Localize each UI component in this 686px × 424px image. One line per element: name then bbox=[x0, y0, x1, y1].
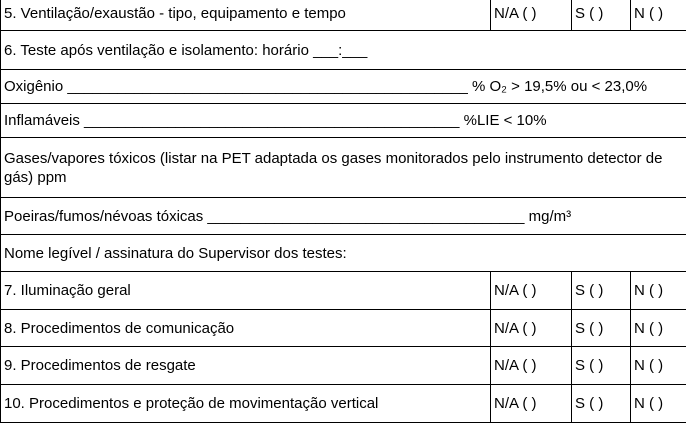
row-8-n-option[interactable]: N ( ) bbox=[631, 310, 686, 347]
row-6-label: 6. Teste após ventilação e isolamento: horário ___:___ bbox=[1, 31, 686, 70]
row-flammable bbox=[1, 104, 686, 138]
row-9-s-option[interactable]: S ( ) bbox=[572, 347, 631, 385]
row-7-n-option[interactable]: N ( ) bbox=[631, 272, 686, 310]
oxygen-label: Oxigênio ________________________________________________ bbox=[4, 78, 468, 95]
row-5-n-option[interactable]: N ( ) bbox=[631, 0, 686, 31]
row-oxygen bbox=[1, 70, 686, 104]
row-5-s-option[interactable]: S ( ) bbox=[572, 0, 631, 31]
row-supervisor bbox=[1, 235, 686, 272]
row-7-s-option[interactable]: S ( ) bbox=[572, 272, 631, 310]
toxic-gases-label: Gases/vapores tóxicos (listar na PET adaptada os gases monitorados pelo instrumento detector de gás) ppm bbox=[1, 138, 686, 198]
row-9-label: 9. Procedimentos de resgate bbox=[1, 347, 491, 385]
flammable-label: Inflamáveis _____________________________________________ bbox=[4, 112, 460, 129]
row-toxic-gases bbox=[1, 138, 686, 198]
dust-unit: mg/m³ bbox=[528, 207, 572, 225]
row-10-label: 10. Procedimentos e proteção de movimentação vertical bbox=[1, 385, 491, 423]
row-10-na-option[interactable]: N/A ( ) bbox=[491, 385, 572, 423]
row-8-label: 8. Procedimentos de comunicação bbox=[1, 310, 491, 347]
row-9-na-option[interactable]: N/A ( ) bbox=[491, 347, 572, 385]
oxygen-cell bbox=[1, 70, 686, 104]
row-5-ventilation bbox=[1, 0, 686, 31]
supervisor-label: Nome legível / assinatura do Supervisor dos testes: bbox=[1, 235, 686, 272]
row-7-lighting bbox=[1, 272, 686, 310]
row-9-rescue bbox=[1, 347, 686, 385]
row-10-vertical bbox=[1, 385, 686, 423]
row-10-s-option[interactable]: S ( ) bbox=[572, 385, 631, 423]
row-8-s-option[interactable]: S ( ) bbox=[572, 310, 631, 347]
row-5-label: 5. Ventilação/exaustão - tipo, equipamento e tempo bbox=[1, 0, 491, 31]
row-8-communication bbox=[1, 310, 686, 347]
dust-label: Poeiras/fumos/névoas tóxicas ______________________________________ bbox=[4, 207, 525, 225]
row-9-n-option[interactable]: N ( ) bbox=[631, 347, 686, 385]
oxygen-limit: % O₂ > 19,5% ou < 23,0% bbox=[471, 78, 648, 95]
row-10-n-option[interactable]: N ( ) bbox=[631, 385, 686, 423]
row-7-label: 7. Iluminação geral bbox=[1, 272, 491, 310]
row-5-na-option[interactable]: N/A ( ) bbox=[491, 0, 572, 31]
dust-cell bbox=[1, 198, 686, 235]
row-7-na-option[interactable]: N/A ( ) bbox=[491, 272, 572, 310]
flammable-cell bbox=[1, 104, 686, 138]
flammable-limit: %LIE < 10% bbox=[463, 112, 547, 129]
row-6-test bbox=[1, 31, 686, 70]
row-8-na-option[interactable]: N/A ( ) bbox=[491, 310, 572, 347]
row-dust bbox=[1, 198, 686, 235]
